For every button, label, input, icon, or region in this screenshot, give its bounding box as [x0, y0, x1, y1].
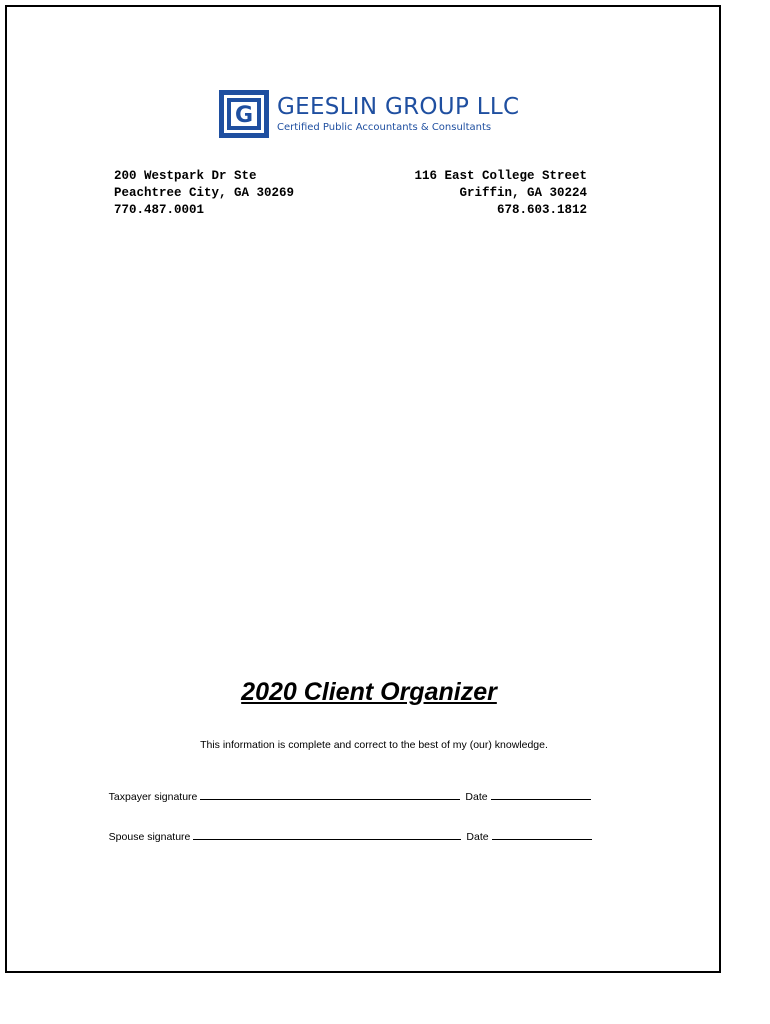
office-right-street: 116 East College Street	[414, 169, 587, 183]
taxpayer-signature-field[interactable]	[200, 789, 460, 800]
document-title: 2020 Client Organizer	[241, 678, 497, 706]
company-name: GEESLIN GROUP LLC	[277, 94, 520, 120]
company-tagline: Certified Public Accountants & Consultants	[277, 122, 492, 133]
spouse-date-field[interactable]	[492, 829, 592, 840]
office-address-left	[114, 168, 294, 219]
svg-text:G: G	[234, 103, 254, 128]
company-logo	[218, 89, 519, 139]
spouse-date-label: Date	[466, 831, 489, 843]
office-left-city: Peachtree City, GA 30269	[114, 186, 295, 200]
office-left-phone: 770.487.0001	[114, 203, 205, 217]
office-right-phone: 678.603.1812	[496, 203, 587, 217]
taxpayer-date-field[interactable]	[491, 789, 591, 800]
document-page	[5, 5, 721, 973]
office-right-city: Griffin, GA 30224	[459, 186, 587, 200]
geeslin-logo-mark-icon	[218, 89, 270, 139]
taxpayer-signature-row	[97, 777, 591, 815]
taxpayer-date-label: Date	[465, 791, 488, 803]
spouse-signature-row	[97, 817, 592, 855]
taxpayer-signature-label: Taxpayer signature	[108, 791, 198, 803]
spouse-signature-field[interactable]	[193, 829, 461, 840]
spouse-signature-label: Spouse signature	[108, 831, 191, 843]
attestation-statement: This information is complete and correct to the best of my (our) knowledge.	[200, 739, 548, 751]
office-address-right	[414, 168, 587, 219]
office-left-street: 200 Westpark Dr Ste	[114, 169, 257, 183]
